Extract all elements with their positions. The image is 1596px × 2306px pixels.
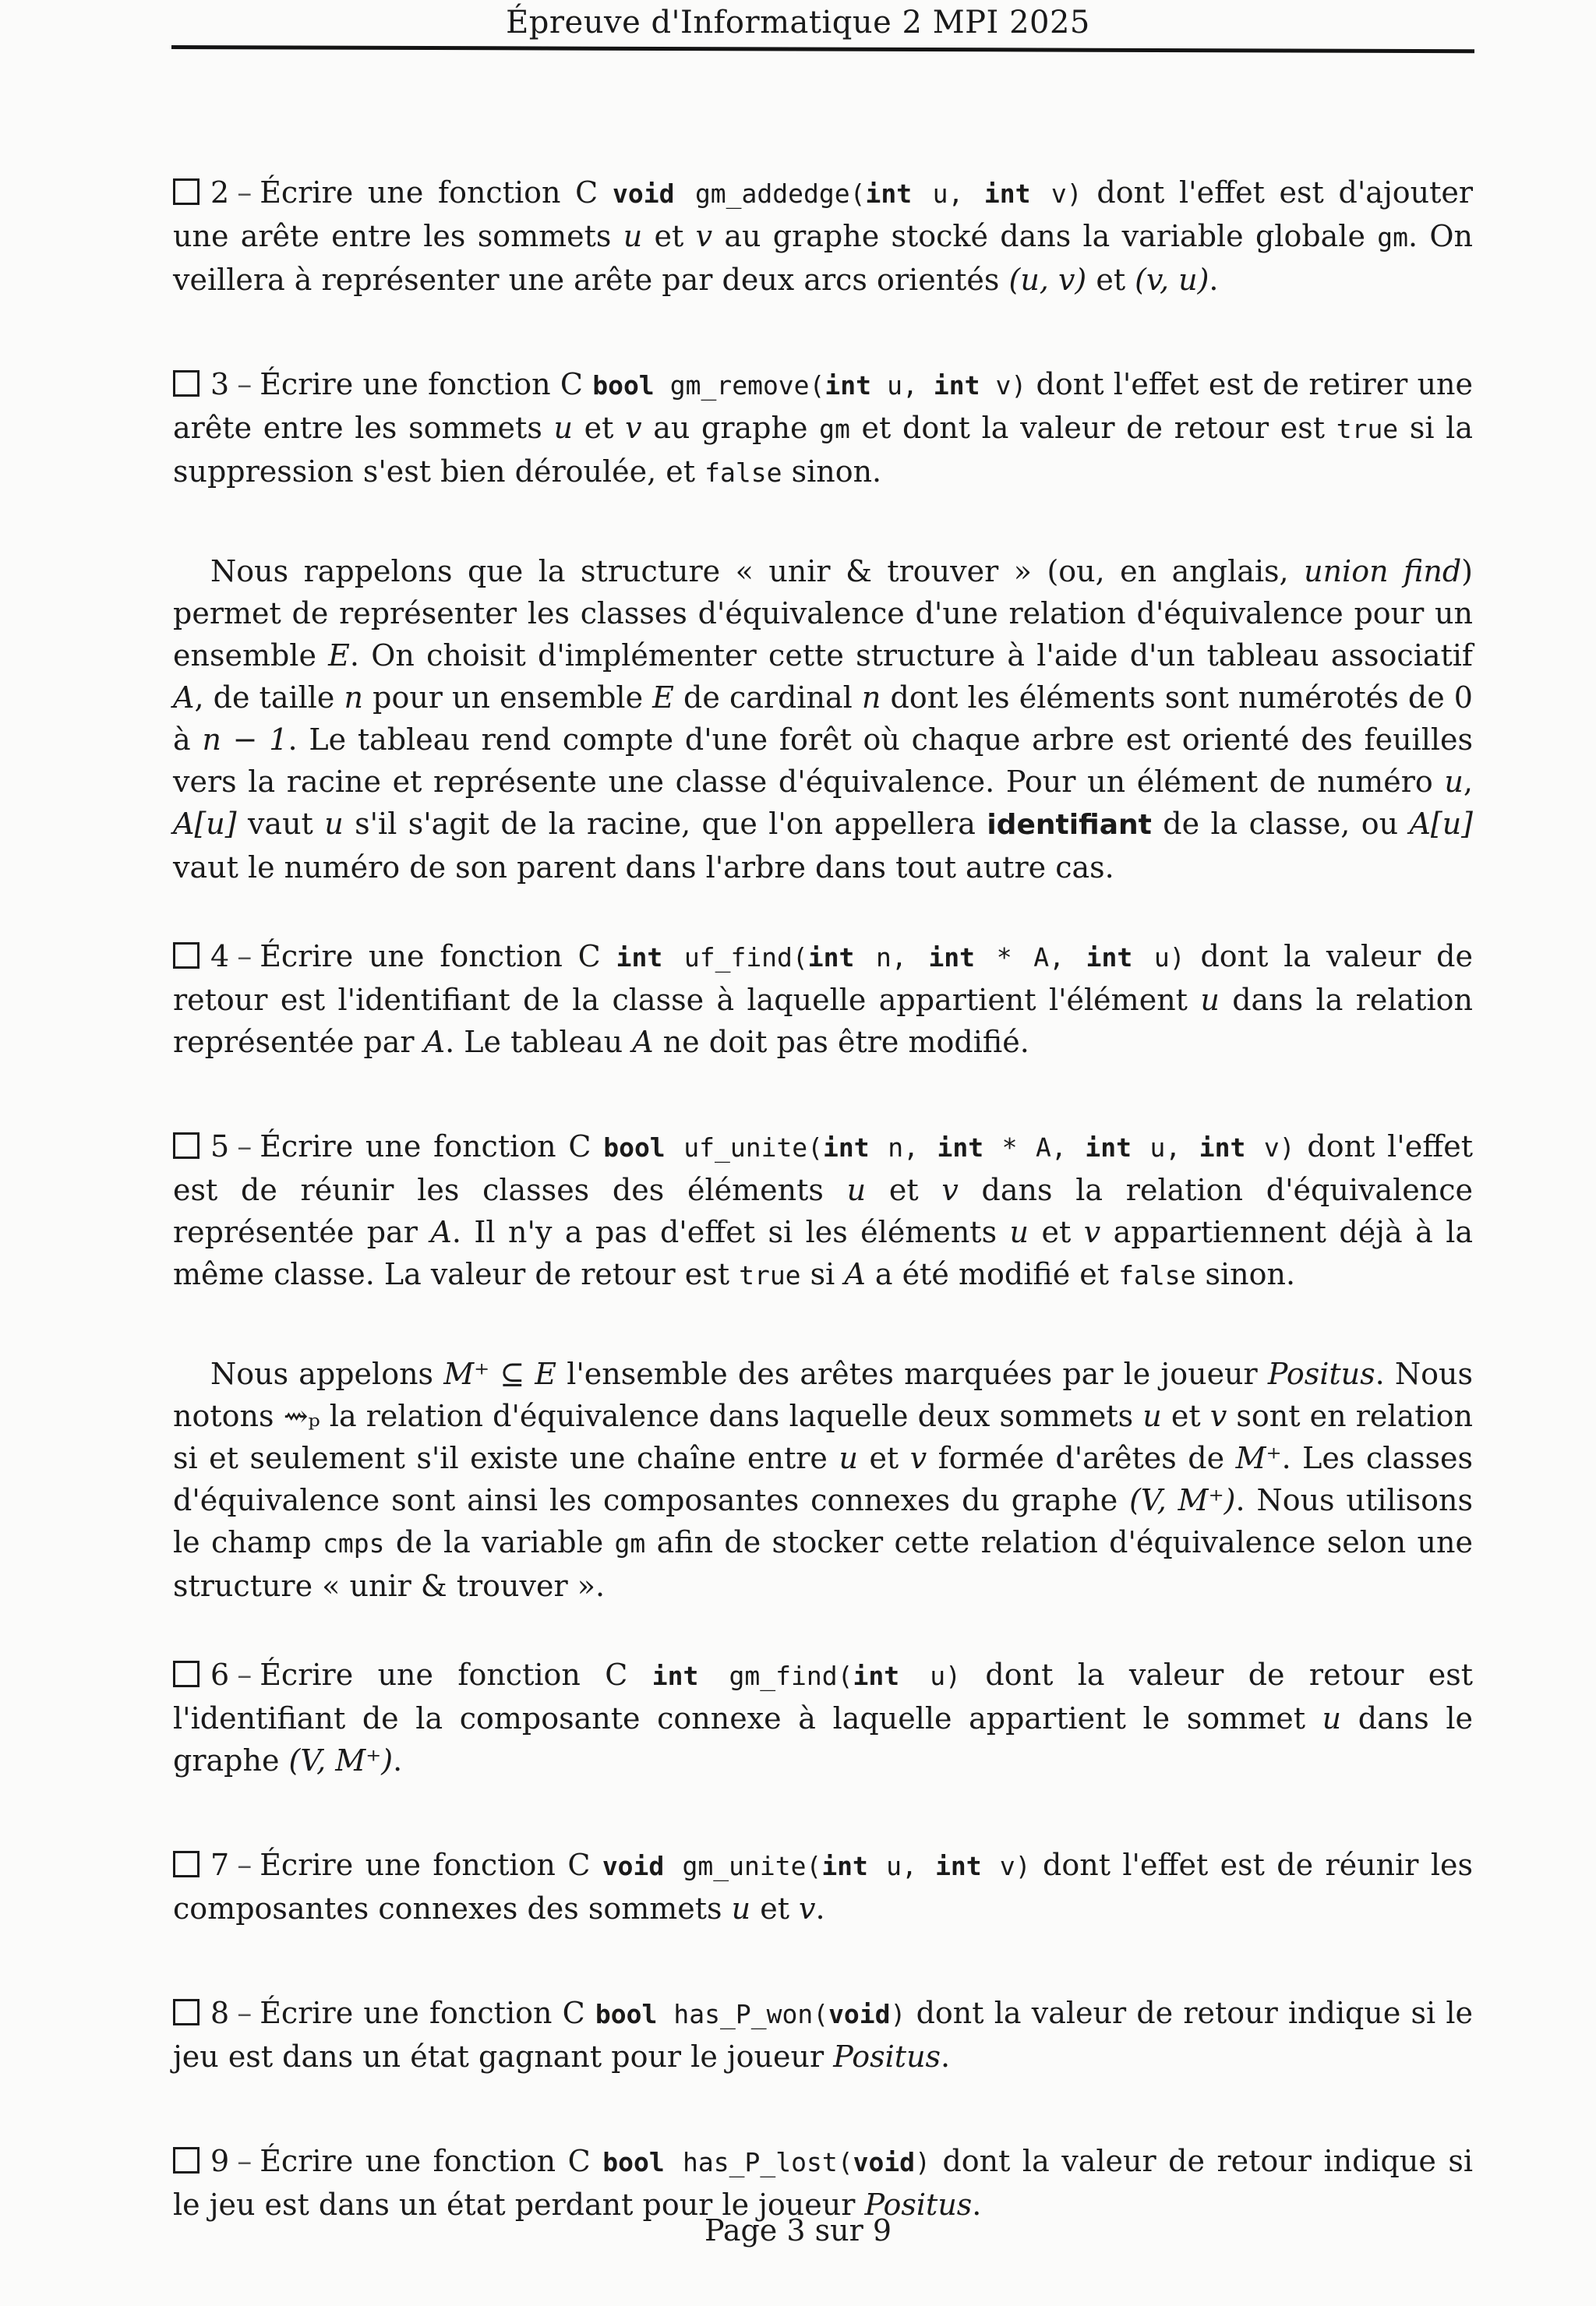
question-3: 3 – Écrire une fonction C bool gm_remove(int u, int v) dont l'effet est de retirer une arête entre les sommets u et v au graphe gm et dont la valeur de retour est true si la suppression s'est bien déroulée, et false sinon.: [173, 367, 1474, 489]
question-number: 6: [210, 1658, 230, 1692]
code-signature: bool has_P_lost(void): [602, 2147, 930, 2177]
checkbox-question-3[interactable]: [173, 370, 200, 397]
code-signature: bool gm_remove(int u, int v): [592, 370, 1027, 401]
question-number: 7: [210, 1848, 230, 1882]
code-signature: int gm_find(int u): [651, 1661, 961, 1691]
checkbox-question-2[interactable]: [173, 178, 200, 205]
page-number: Page 3 sur 9: [704, 2213, 892, 2248]
checkbox-question-5[interactable]: [173, 1132, 200, 1159]
question-number: 5: [210, 1129, 230, 1164]
question-5: 5 – Écrire une fonction C bool uf_unite(int n, int * A, int u, int v) dont l'effet est de réunir les classes des éléments u et v dans la relation d'équivalence représentée par A. Il n'y a pas d'effet si les éléments u et v appartiennent déjà à la même classe. La valeur de retour est true si A a été modifié et false sinon.: [173, 1129, 1473, 1291]
question-number: 3: [210, 367, 230, 401]
code-signature: bool uf_unite(int n, int * A, int u, int v): [603, 1132, 1295, 1163]
question-number: 2: [210, 175, 230, 210]
checkbox-question-7[interactable]: [173, 1851, 200, 1877]
code-signature: bool has_P_won(void): [595, 1999, 906, 2029]
question-4: 4 – Écrire une fonction C int uf_find(int n, int * A, int u) dont la valeur de retour est l'identifiant de la classe à laquelle appartient l'élément u dans la relation représentée par A. Le tableau A ne doit pas être modifié.: [173, 939, 1473, 1059]
checkbox-question-8[interactable]: [173, 1999, 200, 2025]
question-8: 8 – Écrire une fonction C bool has_P_won(void) dont la valeur de retour indique si le jeu est dans un état gagnant pour le joueur Positus.: [173, 1996, 1474, 2074]
question-2: 2 – Écrire une fonction C void gm_addedge(int u, int v) dont l'effet est d'ajouter une arête entre les sommets u et v au graphe stocké dans la variable globale gm. On veillera à représenter une arête par deux arcs orientés (u, v) et (v, u).: [173, 175, 1474, 297]
page-content: [173, 171, 1473, 2226]
checkbox-question-9[interactable]: [173, 2147, 200, 2174]
paragraph-positus-relation: Nous appelons M⁺ ⊆ E l'ensemble des arêtes marquées par le joueur Positus. Nous notons ⇝ₚ la relation d'équivalence dans laquelle deux sommets u et v sont en relation si et seulement s'il existe une chaîne entre u et v formée d'arêtes de M⁺. Les classes d'équivalence sont ainsi les composantes connexes du graphe (V, M⁺). Nous utilisons le champ cmps de la variable gm afin de stocker cette relation d'équivalence selon une structure « unir & trouver ».: [173, 1357, 1474, 1603]
page-header-title: Épreuve d'Informatique 2 MPI 2025: [506, 5, 1090, 41]
code-signature: void gm_unite(int u, int v): [602, 1851, 1031, 1881]
question-7: 7 – Écrire une fonction C void gm_unite(int u, int v) dont l'effet est de réunir les composantes connexes des sommets u et v.: [173, 1848, 1473, 1926]
question-6: 6 – Écrire une fonction C int gm_find(int u) dont la valeur de retour est l'identifiant de la composante connexe à laquelle appartient le sommet u dans le graphe (V, M⁺).: [173, 1658, 1474, 1778]
code-signature: int uf_find(int n, int * A, int u): [616, 942, 1185, 973]
question-number: 9: [210, 2144, 230, 2178]
checkbox-question-4[interactable]: [173, 942, 200, 969]
question-number: 4: [210, 939, 230, 973]
header-rule: [171, 45, 1474, 53]
relation-symbol: ⇝ₚ: [283, 1399, 320, 1433]
paragraph-union-find: Nous rappelons que la structure « unir & trouver » (ou, en anglais, union find) permet de représenter les classes d'équivalence d'une relation d'équivalence pour un ensemble E. On choisit d'implémenter cette structure à l'aide d'un tableau associatif A, de taille n pour un ensemble E de cardinal n dont les éléments sont numérotés de 0 à n − 1. Le tableau rend compte d'une forêt où chaque arbre est orienté des feuilles vers la racine et représente une classe d'équivalence. Pour un élément de numéro u, A[u] vaut u s'il s'agit de la racine, que l'on appellera identifiant de la classe, ou A[u] vaut le numéro de son parent dans l'arbre dans tout autre cas.: [173, 554, 1474, 885]
question-9: 9 – Écrire une fonction C bool has_P_lost(void) dont la valeur de retour indique si le jeu est dans un état perdant pour le joueur Positus.: [173, 2144, 1474, 2222]
question-number: 8: [210, 1996, 230, 2030]
term-identifiant: identifiant: [987, 809, 1152, 841]
checkbox-question-6[interactable]: [173, 1661, 200, 1687]
code-signature: void gm_addedge(int u, int v): [612, 178, 1082, 209]
